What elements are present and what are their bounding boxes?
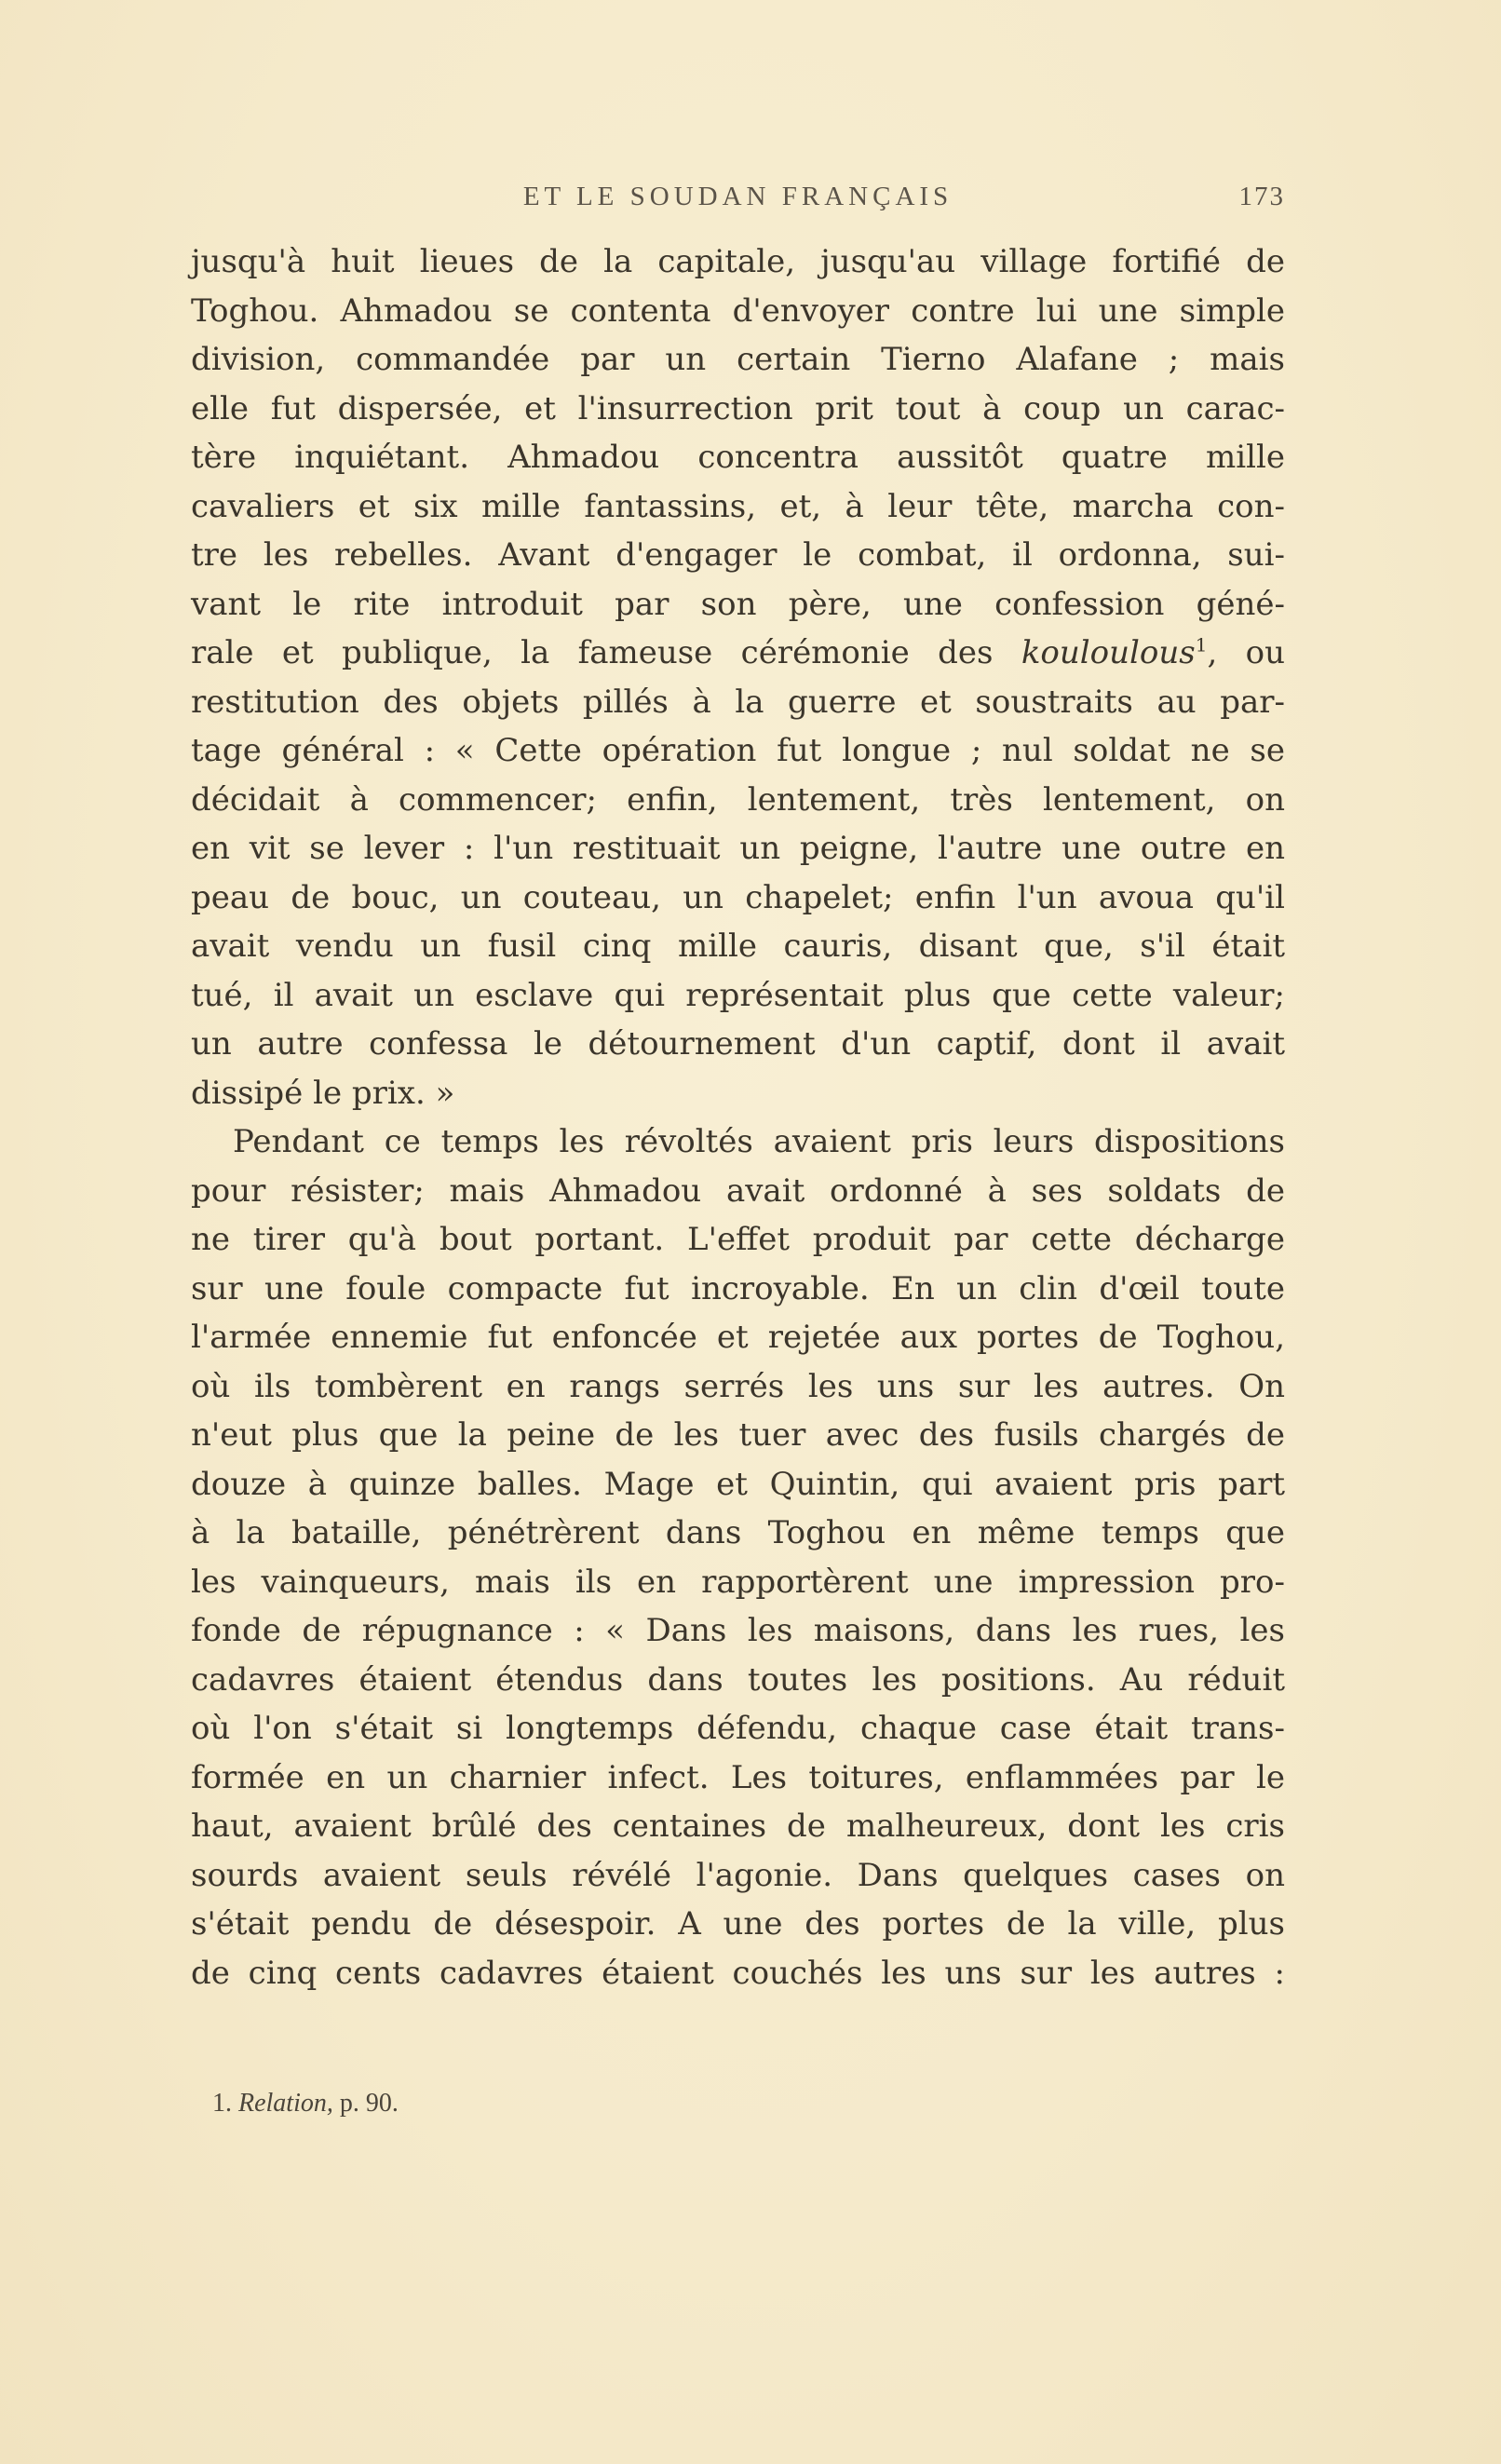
text-line-26: douze à quinze balles. Mage et Quintin, qui avaient pris part (191, 1465, 1285, 1503)
text-line-2: Toghou. Ahmadou se contenta d'envoyer contre lui une simple (191, 291, 1285, 330)
text-line-36: de cinq cents cadavres étaient couchés les uns sur les autres : (191, 1954, 1285, 1992)
text-line-10: restitution des objets pillés à la guerre et soustraits au par- (191, 683, 1285, 721)
footnote (212, 2089, 399, 2119)
text-line-9 (191, 629, 1285, 678)
text-line-8: vant le rite introduit par son père, une confession géné- (191, 585, 1285, 623)
text-line-11: tage général : « Cette opération fut longue ; nul soldat ne se (191, 732, 1285, 769)
footnote-marker: 1 (1195, 633, 1208, 657)
text-line-4: elle fut dispersée, et l'insurrection prit tout à coup un carac- (191, 389, 1285, 427)
text-line-17: un autre confessa le détournement d'un captif, dont il avait (191, 1025, 1285, 1063)
text-line-5: tère inquiétant. Ahmadou concentra aussitôt quatre mille (191, 439, 1285, 476)
text-line-23: l'armée ennemie fut enfoncée et rejetée aux portes de Toghou, (191, 1319, 1285, 1356)
kouloulous-term: kouloulous (1021, 634, 1196, 671)
text-line-13: en vit se lever : l'un restituait un peigne, l'autre une outre en (191, 830, 1285, 867)
footnote-page-ref: p. 90. (339, 2089, 399, 2118)
text-line-22: sur une foule compacte fut incroyable. En un clin d'œil toute (191, 1269, 1285, 1307)
text-line-14: peau de bouc, un couteau, un chapelet; enfin l'un avoua qu'il (191, 878, 1285, 916)
text-line-35: s'était pendu de désespoir. A une des portes de la ville, plus (191, 1905, 1285, 1943)
text-line-6: cavaliers et six mille fantassins, et, à leur tête, marcha con- (191, 487, 1285, 525)
text-line-7: tre les rebelles. Avant d'engager le combat, il ordonna, sui- (191, 536, 1285, 574)
text-line-12: décidait à commencer; enfin, lentement, très lentement, on (191, 780, 1285, 819)
running-title: ET LE SOUDAN FRANÇAIS (522, 182, 953, 211)
text-line-27: à la bataille, pénétrèrent dans Toghou en même temps que (191, 1514, 1285, 1551)
text-line-24: où ils tombèrent en rangs serrés les uns sur les autres. On (191, 1367, 1285, 1405)
text-line-20: pour résister; mais Ahmadou avait ordonné à ses soldats de (191, 1171, 1285, 1210)
text-line-21: ne tirer qu'à bout portant. L'effet produit par cette décharge (191, 1221, 1285, 1258)
text-line-9-start: rale et publique, la fameuse cérémonie des (191, 634, 1021, 671)
page-number: 173 (1238, 182, 1285, 211)
text-line-15: avait vendu un fusil cinq mille cauris, disant que, s'il était (191, 927, 1285, 965)
text-line-32: formée en un charnier infect. Les toitures, enflammées par le (191, 1758, 1285, 1796)
text-line-1: jusqu'à huit lieues de la capitale, jusqu'au village fortifié de (191, 243, 1285, 280)
footnote-title: Relation, (238, 2089, 333, 2118)
text-line-31: où l'on s'était si longtemps défendu, chaque case était trans- (191, 1710, 1285, 1747)
text-line-30: cadavres étaient étendus dans toutes les positions. Au réduit (191, 1660, 1285, 1699)
text-line-16: tué, il avait un esclave qui représentait plus que cette valeur; (191, 976, 1285, 1014)
text-line-25: n'eut plus que la peine de les tuer avec des fusils chargés de (191, 1416, 1285, 1454)
text-line-18: dissipé le prix. » (191, 1074, 455, 1112)
text-line-19: Pendant ce temps les révoltés avaient pris leurs dispositions (233, 1123, 1285, 1160)
text-line-33: haut, avaient brûlé des centaines de malheureux, dont les cris (191, 1807, 1285, 1845)
text-line-3: division, commandée par un certain Tierno Alafane ; mais (191, 341, 1285, 378)
text-line-29: fonde de répugnance : « Dans les maisons, dans les rues, les (191, 1612, 1285, 1649)
footnote-number: 1. (212, 2089, 232, 2118)
running-head (191, 182, 1285, 219)
text-line-28: les vainqueurs, mais ils en rapportèrent une impression pro- (191, 1563, 1285, 1601)
body-text (191, 237, 1285, 1997)
text-line-9-end: , ou (1207, 634, 1285, 671)
text-line-34: sourds avaient seuls révélé l'agonie. Dans quelques cases on (191, 1856, 1285, 1894)
